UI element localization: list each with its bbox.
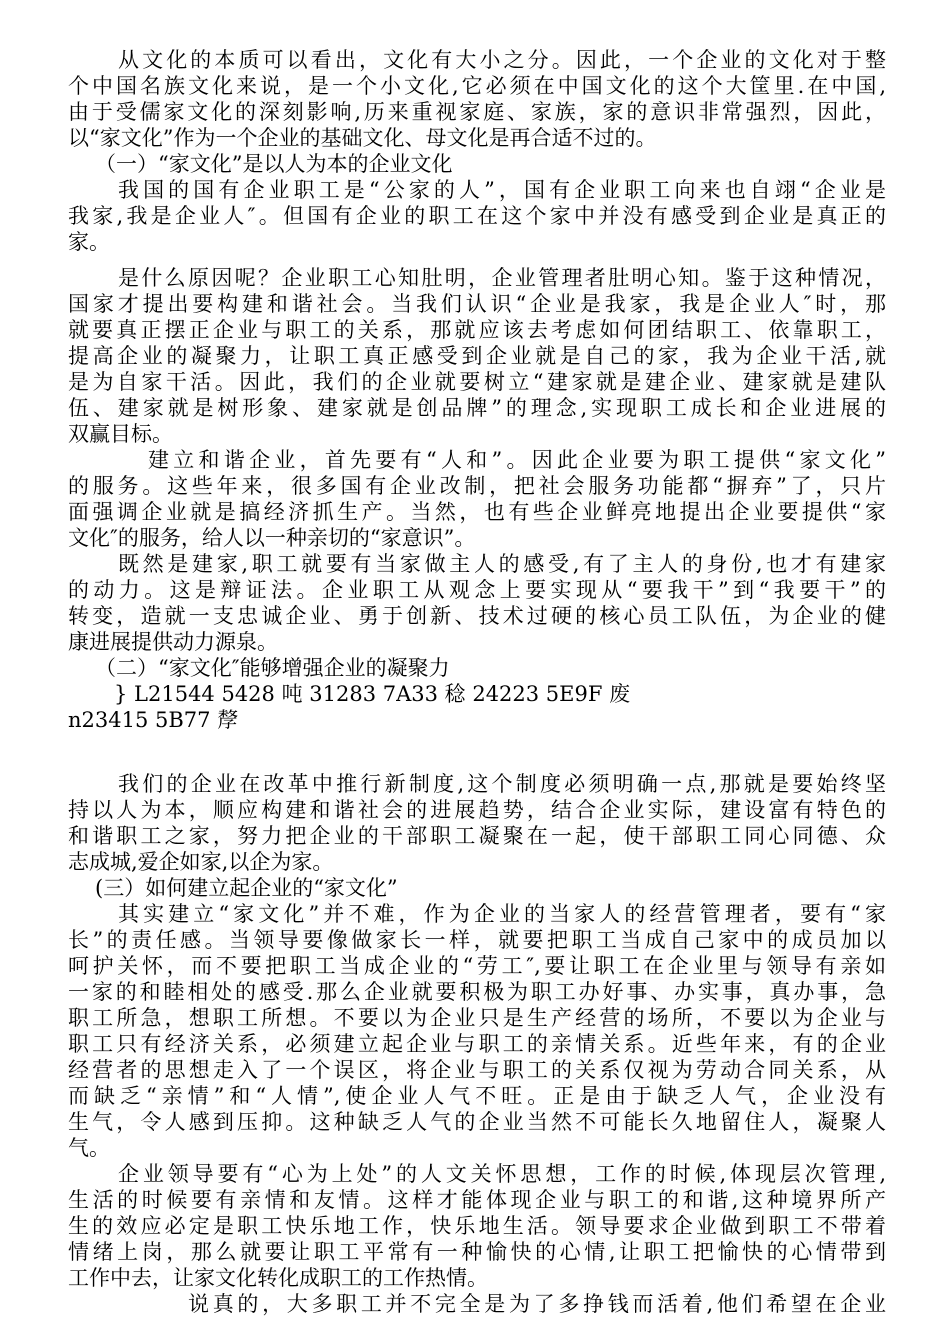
paragraph-line: 职工所急，想职工所想。不要以为企业只是生产经营的场所，不要以为企业与 xyxy=(68,1006,886,1030)
paragraph-line: 志成城,爱企如家,以企为家。 xyxy=(68,850,334,874)
paragraph-line: 情绪上岗，那么就要让职工平常有一种愉快的心情,让职工把愉快的心情带到 xyxy=(68,1240,886,1264)
paragraph-line: 经营者的思想走入了一个误区，将企业与职工的关系仅视为劳动合同关系，从 xyxy=(68,1058,886,1082)
paragraph-line: 就要真正摆正企业与职工的关系，那就应该去考虑如何团结职工、依靠职工， xyxy=(68,318,886,342)
paragraph-line: 康进展提供动力源泉。 xyxy=(68,630,278,654)
paragraph-line: 面强调企业就是搞经济抓生产。当然，也有些企业鲜亮地提出企业要提供“家 xyxy=(68,500,886,524)
paragraph-line: 我家,我是企业人″。但国有企业的职工在这个家中并没有感受到企业是真正的 xyxy=(68,204,886,228)
paragraph-line: 国家才提出要构建和谐社会。当我们认识“企业是我家，我是企业人″时，那 xyxy=(68,292,886,316)
garbled-text-line: n23415 5B77 孷 xyxy=(68,708,239,732)
paragraph-line: 和谐职工之家，努力把企业的干部职工凝聚在一起，使干部职工同心同德、众 xyxy=(68,824,886,848)
paragraph-line: 既然是建家,职工就要有当家做主人的感受,有了主人的身份,也才有建家 xyxy=(118,552,886,576)
paragraph-line: 我国的国有企业职工是“公家的人”，国有企业职工向来也自翊“企业是 xyxy=(118,178,886,202)
section-heading-1: （一）“家文化”是以人为本的企业文化 xyxy=(95,152,453,176)
paragraph-line: 伍、建家就是树形象、建家就是创品牌”的理念,实现职工成长和企业进展的 xyxy=(68,396,886,420)
paragraph-line: 家。 xyxy=(68,230,110,254)
paragraph-line: 一家的和睦相处的感受.那么企业就要积极为职工办好事、办实事，真办事，急 xyxy=(68,980,886,1004)
paragraph-line: 职工只有经济关系，必须建立起企业与职工的亲情关系。近些年来，有的企业 xyxy=(68,1032,886,1056)
paragraph-line: 从文化的本质可以看出，文化有大小之分。因此，一个企业的文化对于整 xyxy=(118,48,886,72)
paragraph-line: 而缺乏“亲情”和“人情”,使企业人气不旺。正是由于缺乏人气，企业没有 xyxy=(68,1084,886,1108)
section-heading-2: （二）“家文化″能够增强企业的凝聚力 xyxy=(95,656,450,680)
paragraph-line: 企业领导要有“心为上处”的人文关怀思想，工作的时候,体现层次管理, xyxy=(118,1162,886,1186)
paragraph-line: 建立和谐企业，首先要有“人和”。因此企业要为职工提供“家文化” xyxy=(148,448,886,472)
paragraph-line: 我们的企业在改革中推行新制度,这个制度必须明确一点,那就是要始终坚 xyxy=(118,772,886,796)
paragraph-line: 生气，令人感到压抑。这种缺乏人气的企业当然不可能长久地留住人，凝聚人 xyxy=(68,1110,886,1134)
paragraph-line: 文化″的服务，给人以一种亲切的“家意识”。 xyxy=(68,526,476,550)
paragraph-line: 是为自家干活。因此，我们的企业就要树立“建家就是建企业、建家就是建队 xyxy=(68,370,886,394)
paragraph-line: 其实建立“家文化”并不难，作为企业的当家人的经营管理者，要有“家 xyxy=(118,902,886,926)
paragraph-line: 以“家文化”作为一个企业的基础文化、母文化是再合适不过的。 xyxy=(68,126,657,150)
paragraph-line: 呵护关怀，而不要把职工当成企业的“劳工″,要让职工在企业里与领导有亲如 xyxy=(68,954,886,978)
section-heading-3: (三）如何建立起企业的“家文化” xyxy=(95,876,398,900)
paragraph-line: 长”的责任感。当领导要像做家长一样，就要把职工当成自己家中的成员加以 xyxy=(68,928,886,952)
paragraph-line: 生的效应必定是职工快乐地工作，快乐地生活。领导要求企业做到职工不带着 xyxy=(68,1214,886,1238)
paragraph-line: 气。 xyxy=(68,1136,110,1160)
paragraph-line: 由于受儒家文化的深刻影响,历来重视家庭、家族，家的意识非常强烈，因此， xyxy=(68,100,886,124)
paragraph-line: 转变，造就一支忠诚企业、勇于创新、技术过硬的核心员工队伍，为企业的健 xyxy=(68,604,886,628)
paragraph-line: 工作中去，让家文化转化成职工的工作热情。 xyxy=(68,1266,488,1290)
garbled-text-line: } L21544 5428 吨 31283 7A33 稔 24223 5E9F 废 xyxy=(114,682,631,706)
paragraph-line: 说真的，大多职工并不完全是为了多挣钱而活着,他们希望在企业 xyxy=(188,1292,886,1316)
paragraph-line: 个中国名族文化来说，是一个小文化,它必须在中国文化的这个大筐里.在中国, xyxy=(68,74,886,98)
paragraph-line: 的服务。这些年来，很多国有企业改制，把社会服务功能都“摒弃”了，只片 xyxy=(68,474,886,498)
paragraph-line: 是什么原因呢？企业职工心知肚明，企业管理者肚明心知。鉴于这种情况， xyxy=(118,266,886,290)
paragraph-line: 生活的时候要有亲情和友情。这样才能体现企业与职工的和谐,这种境界所产 xyxy=(68,1188,886,1212)
paragraph-line: 的动力。这是辩证法。企业职工从观念上要实现从“要我干”到“我要干”的 xyxy=(68,578,886,602)
paragraph-line: 双赢目标。 xyxy=(68,422,173,446)
paragraph-line: 提高企业的凝聚力，让职工真正感受到企业就是自己的家，我为企业干活,就 xyxy=(68,344,886,368)
paragraph-line: 持以人为本，顺应构建和谐社会的进展趋势，结合企业实际，建设富有特色的 xyxy=(68,798,886,822)
